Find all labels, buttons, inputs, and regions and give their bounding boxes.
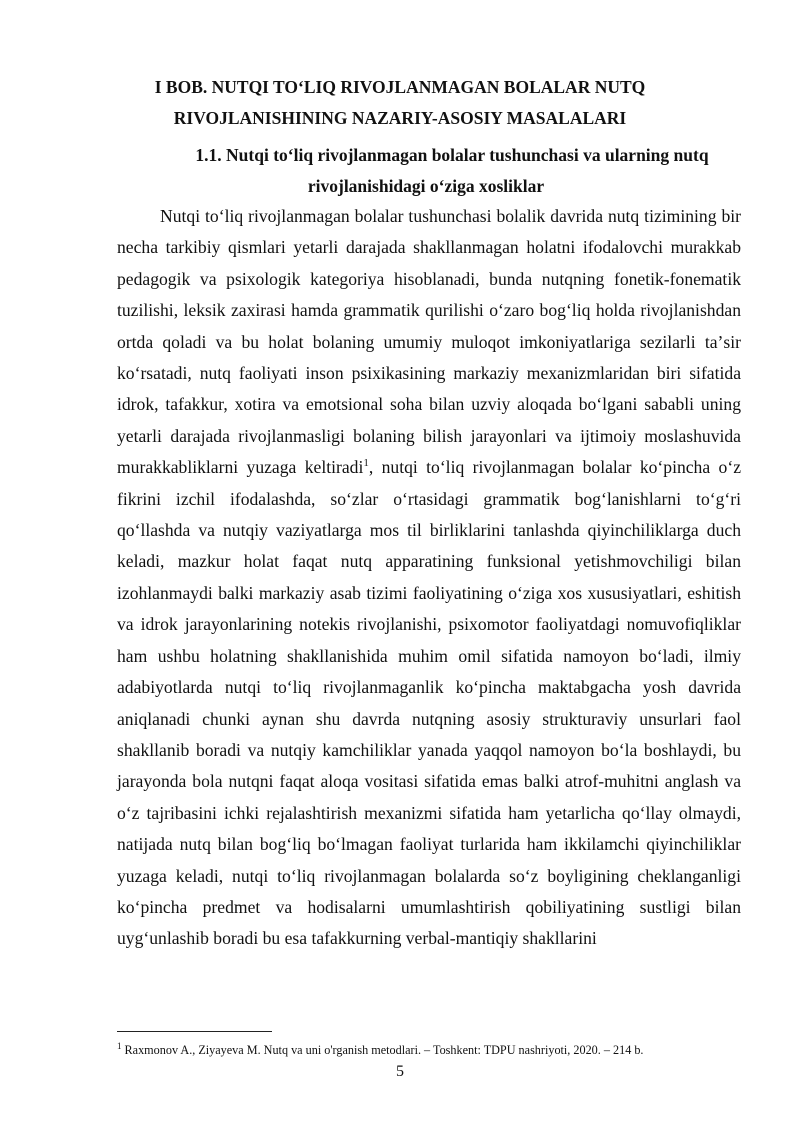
section-title: 1.1. Nutqi toʻliq rivojlanmagan bolalar tushunchasi va ularning nutq rivojlanishidagi oʻziga xosliklar — [195, 145, 709, 196]
footnote — [117, 1038, 741, 1058]
footnote-text: Raxmonov A., Ziyayeva M. Nutq va uni o'rganish metodlari. – Toshkent: TDPU nashriyoti, 2020. – 214 b. — [124, 1043, 644, 1058]
chapter-title: I BOB. NUTQI TOʻLIQ RIVOJLANMAGAN BOLALAR NUTQ RIVOJLANISHINING NAZARIY-ASOSIY MASALALARI — [154, 77, 646, 128]
body-text-part-1: Nutqi toʻliq rivojlanmagan bolalar tushunchasi bolalik davrida nutq tizimining bir necha tarkibiy qismlari yetarli darajada shakllanmagan holatni ifodalovchi murakkab pedagogik va psixologik kategoriya hisoblanadi, bunda nutqning fonetik-fonematik tuzilishi, leksik zaxirasi hamda grammatik qurilishi oʻzaro bogʻliq holda rivojlanishdan ortda qoladi va bu holat bolaning umumiy muloqot imkoniyatlariga sezilarli taʼsir koʻrsatadi, nutq faoliyati inson psixikasining markaziy mexanizmlaridan biri sifatida idrok, tafakkur, xotira va emotsional soha bilan uzviy aloqada boʻlgani sababli uning yetarli darajada rivojlanmasligi bolaning bilish jarayonlari va ijtimoiy moslashuvida murakkabliklarni yuzaga keltiradi — [117, 206, 741, 478]
footnote-separator — [117, 1031, 272, 1032]
footnote-reference[interactable]: 1 — [363, 457, 369, 470]
body-paragraph — [117, 201, 741, 955]
footnote-number: 1 — [117, 1041, 122, 1051]
page-number: 5 — [396, 1063, 404, 1080]
body-text-part-2: , nutqi toʻliq rivojlanmagan bolalar koʻpincha oʻz fikrini izchil ifodalashda, soʻzlar oʻrtasidagi grammatik bogʻlanishlarni toʻgʻri qoʻllashda va nutqiy vaziyatlarga mos til birliklarini tanlashda qiyinchiliklarga duch keladi, mazkur holat faqat nutq apparatining funksional yetishmovchiligi bilan izohlanmaydi balki markaziy asab tizimi faoliyatining oʻziga xos xususiyatlari, eshitish va idrok jarayonlarining notekis rivojlanishi, psixomotor faoliyatdagi nomuvofiqliklar ham ushbu holatning shakllanishida muhim omil sifatida namoyon boʻladi, ilmiy adabiyotlarda nutqi toʻliq rivojlanmaganlik koʻpincha maktabgacha yosh davrida aniqlanadi chunki aynan shu davrda nutqning asosiy strukturaviy unsurlari faol shakllanib boradi va nutqiy kamchiliklar yanada yaqqol namoyon boʻla boshlaydi, bu jarayonda bola nutqni faqat aloqa vositasi sifatida emas balki atrof-muhitni anglash va oʻz tajribasini ichki rejalashtirish mexanizmi sifatida ham yetarlicha qoʻllay olmaydi, natijada nutq bilan bogʻliq boʻlmagan faoliyat turlarida ham ikkilamchi qiyinchiliklar yuzaga keladi, nutqi toʻliq rivojlanmagan bolalarda soʻz boyligining cheklanganligi koʻpincha predmet va hodisalarni umumlashtirish qobiliyatining sustligi bilan uygʻunlashib boradi bu esa tafakkurning verbal-mantiqiy shakllarini — [117, 457, 741, 949]
